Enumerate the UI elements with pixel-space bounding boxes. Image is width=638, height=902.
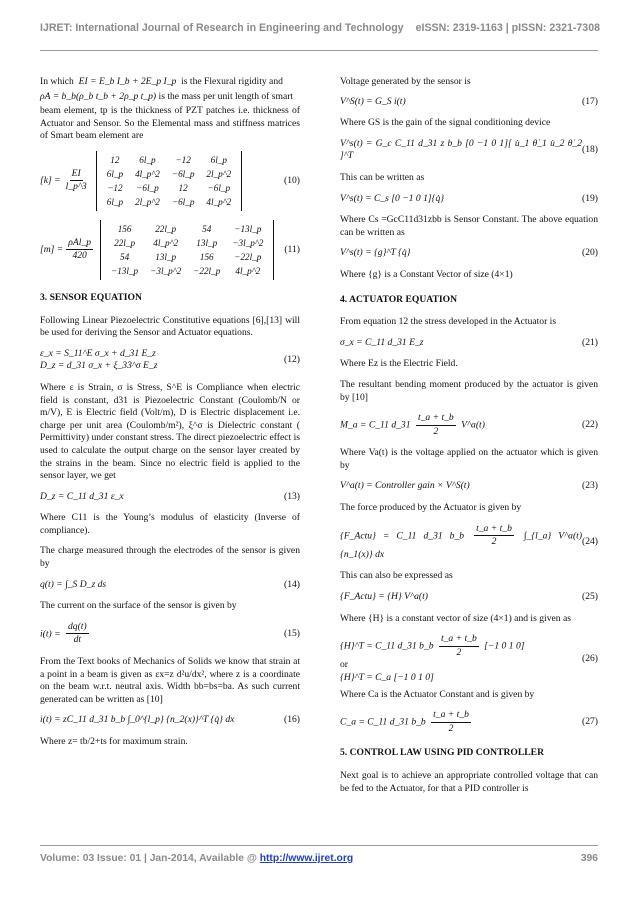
footer-rule (40, 845, 598, 846)
page-number: 396 (580, 853, 598, 864)
paragraph: Voltage generated by the sensor is (340, 76, 471, 87)
section-heading: 4. ACTUATOR EQUATION (340, 293, 458, 305)
matrix-cell: 54 (119, 251, 130, 262)
journal-header (40, 22, 600, 46)
journal-link[interactable]: http://www.ijret.org (259, 853, 354, 864)
matrix-row (102, 182, 237, 194)
equation-24: {F_Actu} = C_11 d_31 b_b $\frac{t\_a + t\_b}{2}$ ∫_{l_a} V^a(t){n_1(x)} dx (24) (340, 522, 598, 560)
matrix-cell: −22l_p (193, 265, 221, 276)
matrix-cell: −6l_p (171, 196, 195, 207)
issn: eISSN: 2319-1163 | pISSN: 2321-7308 (415, 22, 600, 34)
paragraph: The current on the surface of the sensor is given by (40, 600, 237, 612)
matrix-row (106, 223, 268, 235)
paragraph: Where {H} is a constant vector of size (4×1) and is given as (340, 612, 571, 624)
right-column (340, 76, 598, 803)
stiffness-matrix (96, 151, 243, 211)
matrix-row (106, 265, 268, 277)
paragraph: ρA = b_b(ρ_b t_b + 2ρ_p t_p) is the mass per unit length of smart (40, 90, 294, 102)
matrix-cell: 22l_p (155, 223, 177, 234)
equation-15: i(t) = $\frac{dq(t)}{dt}$ (15) (40, 620, 300, 646)
paragraph: Where ε is Strain, σ is Stress, S^E is Compliance when electric field is constant, d31 is Piezoelectric Constant (Coulomb/N or m/V), E is Electric field (Volt/m), D is Electric displacement i.e. charge per unit area (Coulomb/m²), ξ^σ is Dielectric constant ( Permittivity) under constant stress. The direct piezoelectric effect is used to calculate the output charge on the sensor layer created by the strains in the beam. Since no electric field is applied to the sensor layer, we get (40, 381, 300, 482)
matrix-cell: 22l_p (114, 237, 136, 248)
matrix-cell: 2l_p^2 (206, 168, 232, 179)
paragraph: Where Va(t) is the voltage applied on the actuator which is given by (340, 447, 598, 471)
equation-26: {H}^T = C_11 d_31 b_b $\frac{t\_a + t\_b}{2}$ [−1 0 1 0] or {H}^T = C_a [−1 0 1 0] (26) (340, 633, 598, 683)
matrix-cell: 13l_p (155, 251, 177, 262)
paragraph: Following Linear Piezoelectric Constitutive equations [6],[13] will be used for deriving the Sensor and Actuator equations. (40, 314, 300, 339)
matrix-cell: −3l_p^2 (150, 265, 182, 276)
paragraph: Next goal is to achieve an appropriate controlled voltage that can be fed to the Actuator, for that a PID controller is (340, 769, 598, 794)
matrix-cell: 12 (110, 154, 120, 165)
matrix-cell: 13l_p (196, 237, 218, 248)
equation-12: ε_x = S_11^E σ_x + d_31 E_z D_z = d_31 σ_x + ξ_33^σ E_z (12) (40, 347, 300, 372)
matrix-cell: −6l_p (207, 182, 231, 193)
matrix-cell: 156 (117, 223, 132, 234)
paragraph: beam element, tp is the thickness of PZT patches i.e. thickness of Actuator and Sensor. So the Elemental mass and stiffness matrices of Smart beam element are (40, 105, 300, 142)
mass-matrix (100, 220, 274, 280)
equation-25: {F_Actu} = {H} V^a(t) (25) (340, 591, 598, 603)
matrix-cell: 4l_p^2 (206, 196, 232, 207)
equation-13: D_z = C_11 d_31 ε_x (13) (40, 490, 300, 502)
paragraph: Where z= tb/2+ts for maximum strain. (40, 736, 188, 747)
equation-20: V^s(t) = {g}^T {q̇} (20) (340, 247, 598, 259)
equation-27: C_a = C_11 d_31 b_b $\frac{t\_a + t\_b}{2}$ (27) (340, 709, 598, 734)
matrix-cell: 4l_p^2 (235, 265, 261, 276)
matrix-cell: 4l_p^2 (153, 237, 179, 248)
matrix-cell: 4l_p^2 (135, 168, 160, 179)
paragraph: From equation 12 the stress developed in the Actuator is (340, 316, 557, 328)
matrix-cell: −12 (107, 182, 123, 193)
matrix-cell: 6l_p (210, 154, 227, 165)
matrix-row (106, 251, 268, 263)
matrix-cell: −6l_p (136, 182, 159, 193)
matrix-cell: 6l_p (106, 196, 124, 207)
matrix-cell: −22l_p (234, 251, 262, 262)
paragraph: Where Ez is the Electric Field. (340, 358, 458, 370)
journal-title: IJRET: International Journal of Research in Engineering and Technology (40, 22, 404, 34)
paragraph: The force produced by the Actuator is given by (340, 502, 522, 514)
matrix-cell: −13l_p (111, 265, 139, 276)
paragraph: This can be written as (340, 171, 425, 183)
paragraph: Where {g} is a Constant Vector of size (4×1) (340, 268, 513, 280)
page-footer: Volume: 03 Issue: 01 | Jan-2014, Available @ http://www.ijret.org 396 (40, 853, 598, 864)
section-heading: 5. CONTROL LAW USING PID CONTROLLER (340, 747, 544, 759)
paragraph: In which EI = E_b I_b + 2E_p I_p is the Flexural rigidity and (40, 76, 283, 87)
paragraph: Where C11 is the Young’s modulus of elasticity (Inverse of compliance). (40, 512, 300, 536)
equation-10: [k] = $\frac{EI}{l\_p\^{}3}$ 12 6l_p −12 6l_p 6l_p 4l_p^2 −6l_p 2l_p^2 −12 −6l_p 12 −6l_p 6l_p 2l_p^2 −6l_p 4l_p^2 (10) (40, 151, 300, 211)
equation-16: i(t) = zC_11 d_31 b_b ∫_0^{l_p} {n_2(x)}^T {q̇} dx (16) (40, 714, 300, 726)
equation-21: σ_x = C_11 d_31 E_z (21) (340, 336, 598, 348)
equation-23: V^a(t) = Controller gain × V^S(t) (23) (340, 480, 598, 492)
matrix-cell: −6l_p (171, 168, 195, 179)
equation-22: M_a = C_11 d_31 $\frac{t\_a + t\_b}{2}$ V^a(t) (22) (340, 412, 598, 437)
equation-inline: EI = E_b I_b + 2E_p I_p (78, 76, 177, 87)
equation-11: [m] = $\frac{\text{ρAl\_p}}{420}$ 156 22l_p 54 −13l_p 22l_p 4l_p^2 13l_p −3l_p^2 54 13l_p 156 −22l_p −13l_p −3l_p^2 −22l_p 4l_p^2 (11) (40, 220, 300, 280)
paragraph: From the Text books of Mechanics of Solids we know that strain at a point in a beam is given as εx=z d²u/dx², where z is a coordinate on the beam w.r.t. neutral axis. Width bb=bs=ba. As such current generated can be written as [10] (40, 656, 300, 705)
section-heading: 3. SENSOR EQUATION (40, 291, 142, 303)
matrix-row (102, 196, 237, 208)
equation-17: V^S(t) = G_S i(t) (17) (340, 95, 598, 107)
equation-inline: ρA = b_b(ρ_b t_b + 2ρ_p t_p) (40, 90, 157, 102)
matrix-cell: 2l_p^2 (135, 196, 160, 207)
left-column (40, 76, 300, 757)
equation-19: V^s(t) = C_s [0 −1 0 1]{q̇} (19) (340, 192, 598, 204)
equation-14: q(t) = ∫_S D_z ds (14) (40, 578, 300, 590)
matrix-cell: −3l_p^2 (232, 237, 264, 248)
matrix-cell: −12 (175, 154, 191, 165)
header-rule (40, 50, 598, 51)
paragraph: Where GS is the gain of the signal conditioning device (340, 117, 551, 129)
equation-18: V^s(t) = G_c C_11 d_31 z b_b [0 −1 0 1][ u̇_1 θ̇_1 u̇_2 θ̇_2 ]^T (18) (340, 137, 598, 162)
paragraph: Where Cs =GcC11d31zbb is Sensor Constant. The above equation can be written as (340, 214, 598, 238)
matrix-cell: 156 (199, 251, 214, 262)
paragraph: This can also be expressed as (340, 570, 453, 582)
matrix-cell: 54 (202, 223, 212, 234)
matrix-cell: 6l_p (106, 168, 124, 179)
matrix-cell: 12 (178, 182, 188, 193)
matrix-row (102, 154, 237, 166)
paragraph: Where Ca is the Actuator Constant and is given by (340, 688, 535, 700)
paragraph: The resultant bending moment produced by the actuator is given by [10] (340, 378, 598, 403)
matrix-row (102, 168, 237, 180)
paragraph: The charge measured through the electrodes of the sensor is given by (40, 545, 300, 570)
matrix-row (106, 237, 268, 249)
matrix-cell: −13l_p (234, 223, 262, 234)
matrix-cell: 6l_p (139, 154, 156, 165)
